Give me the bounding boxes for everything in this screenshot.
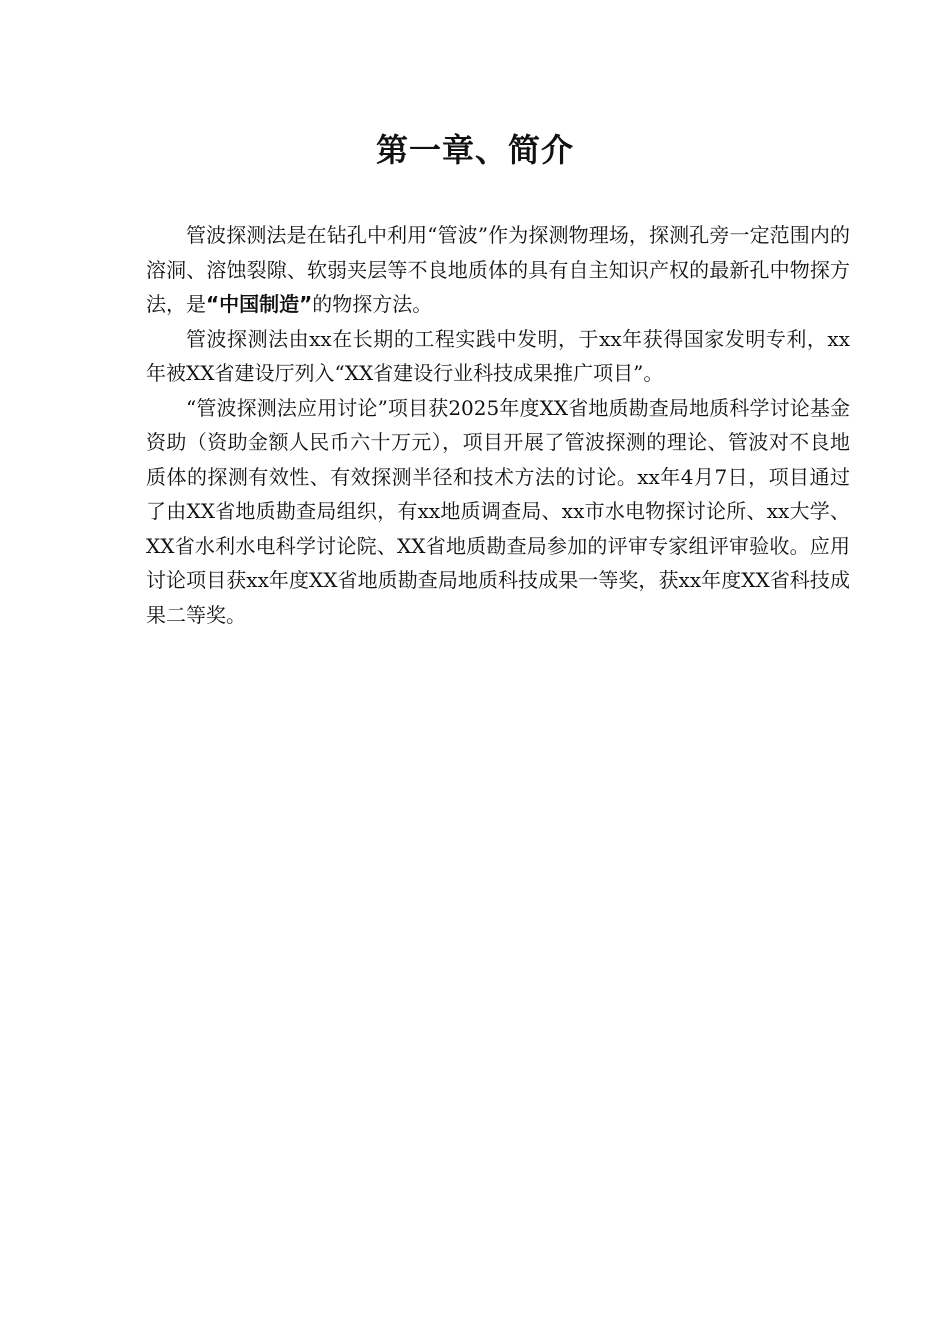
paragraph-intro-tail: 的物探方法。 — [312, 292, 433, 316]
made-in-china-phrase: “中国制造” — [206, 292, 313, 316]
body-text — [146, 218, 850, 632]
paragraph-project: “管波探测法应用讨论”项目获2025年度XX省地质勘查局地质科学讨论基金资助（资助金额人民币六十万元），项目开展了管波探测的理论、管波对不良地质体的探测有效性、有效探测半径和技术方法的讨论。xx年4月7日，项目通过了由XX省地质勘查局组织，有xx地质调查局、xx市水电物探讨论所、xx大学、XX省水利水电科学讨论院、XX省地质勘查局参加的评审专家组评审验收。应用讨论项目获xx年度XX省地质勘查局地质科技成果一等奖，获xx年度XX省科技成果二等奖。 — [146, 395, 850, 627]
paragraph-intro-text: 管波探测法是在钻孔中利用“管波”作为探测物理场，探测孔旁一定范围内的溶洞、溶蚀裂隙、软弱夹层等不良地质体的具有自主知识产权的最新孔中物探方法，是 — [146, 223, 850, 316]
paragraph-invention: 管波探测法由xx在长期的工程实践中发明，于xx年获得国家发明专利，xx年被XX省建设厅列入“XX省建设行业科技成果推广项目”。 — [146, 326, 850, 385]
chapter-title: 第一章、简介 — [375, 131, 574, 169]
paragraph-intro — [146, 218, 850, 322]
